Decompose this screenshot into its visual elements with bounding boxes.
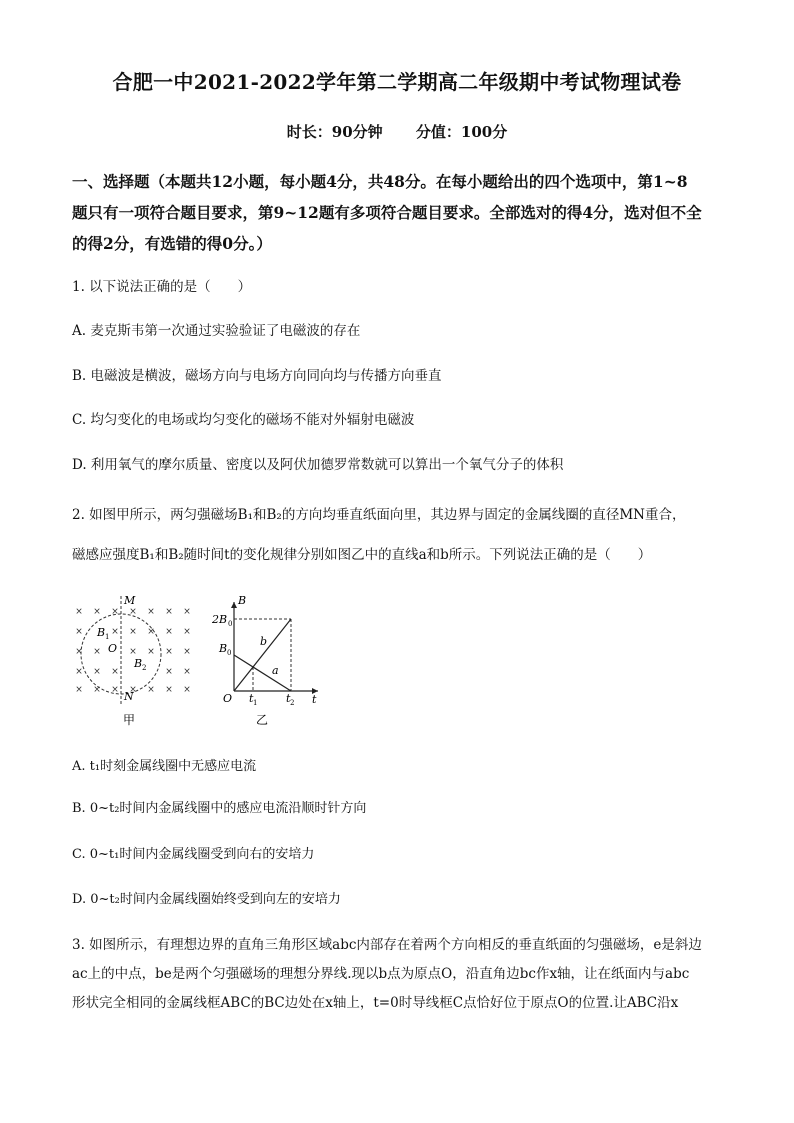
field-cross-mark: × <box>111 685 119 695</box>
line-label-a: a <box>272 664 279 677</box>
field-cross-mark: × <box>165 685 173 695</box>
figure-jia <box>75 594 191 727</box>
field-cross-mark: × <box>93 607 101 617</box>
field-cross-mark: × <box>147 607 155 617</box>
field-cross-mark: × <box>129 607 137 617</box>
label-b1-sub: 1 <box>105 633 110 641</box>
caption-yi: 乙 <box>256 713 269 727</box>
question-2-figure <box>66 592 336 730</box>
question-2-option-b: B. 0~t₂时间内金属线圈中的感应电流沿顺时针方向 <box>72 801 367 816</box>
tick-t1: t <box>249 692 254 705</box>
question-1-option-a: A. 麦克斯韦第一次通过实验验证了电磁波的存在 <box>72 323 361 339</box>
label-o: O <box>108 642 118 655</box>
question-1-stem: 1. 以下说法正确的是（ ） <box>72 279 252 295</box>
field-cross-mark: × <box>75 607 83 617</box>
field-cross-mark: × <box>75 667 83 677</box>
field-cross-mark: × <box>93 667 101 677</box>
field-cross-mark: × <box>93 647 101 657</box>
tick-b0-sub: 0 <box>227 649 232 657</box>
question-3-stem-line: ac上的中点，be是两个匀强磁场的理想分界线.现以b点为原点O，沿直角边bc作x轴，让在纸面内与abc <box>72 966 690 982</box>
question-1-option-b: B. 电磁波是横波，磁场方向与电场方向同向均与传播方向垂直 <box>72 368 442 384</box>
tick-b0: B <box>219 642 228 655</box>
exam-title: 合肥一中2021-2022学年第二学期高二年级期中考试物理试卷 <box>112 70 682 94</box>
field-cross-marks <box>75 607 191 695</box>
line-b <box>234 619 291 691</box>
label-b1: B <box>97 626 106 639</box>
question-2-stem-line: 磁感应强度B₁和B₂随时间t的变化规律分别如图乙中的直线a和b所示。下列说法正确的是（ ） <box>72 547 652 563</box>
question-3-stem-line: 3. 如图所示，有理想边界的直角三角形区域abc内部存在着两个方向相反的垂直纸面的匀强磁场，e是斜边 <box>72 937 702 953</box>
exam-meta <box>0 121 794 142</box>
question-1-option-d: D. 利用氧气的摩尔质量、密度以及阿伏加德罗常数就可以算出一个氧气分子的体积 <box>72 457 564 473</box>
question-1-option-c: C. 均匀变化的电场或均匀变化的磁场不能对外辐射电磁波 <box>72 412 415 428</box>
field-cross-mark: × <box>93 685 101 695</box>
question-2-option-d: D. 0~t₂时间内金属线圈始终受到向左的安培力 <box>72 892 341 907</box>
question-2-option-c: C. 0~t₁时间内金属线圈受到向右的安培力 <box>72 847 315 862</box>
section-line: 的得2分，有选错的得0分。） <box>72 234 272 253</box>
field-cross-mark: × <box>75 627 83 637</box>
field-cross-mark: × <box>147 647 155 657</box>
exam-duration: 时长：90分钟 <box>286 123 383 141</box>
field-cross-mark: × <box>129 685 137 695</box>
exam-score: 分值：100分 <box>415 123 508 141</box>
axis-label-t: t <box>312 693 317 706</box>
question-2-option-a: A. t₁时刻金属线圈中无感应电流 <box>72 759 257 774</box>
tick-t2-sub: 2 <box>290 699 295 707</box>
section-instructions <box>72 166 732 259</box>
tick-2b0: 2B <box>212 613 228 626</box>
field-cross-mark: × <box>75 647 83 657</box>
field-cross-mark: × <box>75 685 83 695</box>
field-cross-mark: × <box>183 607 191 617</box>
section-line: 一、选择题（本题共12小题，每小题4分，共48分。在每小题给出的四个选项中，第1~8 <box>72 172 688 191</box>
question-2-stem-line: 2. 如图甲所示，两匀强磁场B₁和B₂的方向均垂直纸面向里，其边界与固定的金属线圈的直径MN重合， <box>72 507 686 523</box>
line-label-b: b <box>260 635 268 648</box>
label-n: N <box>124 690 134 703</box>
section-line: 题只有一项符合题目要求，第9~12题有多项符合题目要求。全部选对的得4分，选对但不全 <box>72 203 702 222</box>
field-cross-mark: × <box>183 647 191 657</box>
tick-t2: t <box>286 692 291 705</box>
origin-label: O <box>223 692 233 705</box>
field-cross-mark: × <box>147 627 155 637</box>
figure-yi <box>211 594 318 727</box>
field-cross-mark: × <box>183 667 191 677</box>
field-cross-mark: × <box>111 667 119 677</box>
label-b2: B <box>134 657 143 670</box>
field-cross-mark: × <box>111 627 119 637</box>
b-axis-arrow <box>231 602 237 608</box>
tick-t1-sub: 1 <box>253 699 258 707</box>
field-cross-mark: × <box>129 627 137 637</box>
axis-label-b: B <box>238 594 247 607</box>
field-cross-mark: × <box>165 607 173 617</box>
field-cross-mark: × <box>183 627 191 637</box>
field-cross-mark: × <box>165 647 173 657</box>
label-m: M <box>124 594 136 607</box>
field-cross-mark: × <box>165 667 173 677</box>
field-cross-mark: × <box>111 607 119 617</box>
question-3-stem-line: 形状完全相同的金属线框ABC的BC边处在x轴上，t=0时导线框C点恰好位于原点O的位置.让ABC沿x <box>72 995 679 1011</box>
tick-2b0-sub: 0 <box>228 620 233 628</box>
line-a <box>234 655 291 691</box>
field-cross-mark: × <box>147 685 155 695</box>
field-cross-mark: × <box>129 647 137 657</box>
field-cross-mark: × <box>183 685 191 695</box>
caption-jia: 甲 <box>123 713 136 727</box>
field-cross-mark: × <box>165 627 173 637</box>
label-b2-sub: 2 <box>142 664 147 672</box>
